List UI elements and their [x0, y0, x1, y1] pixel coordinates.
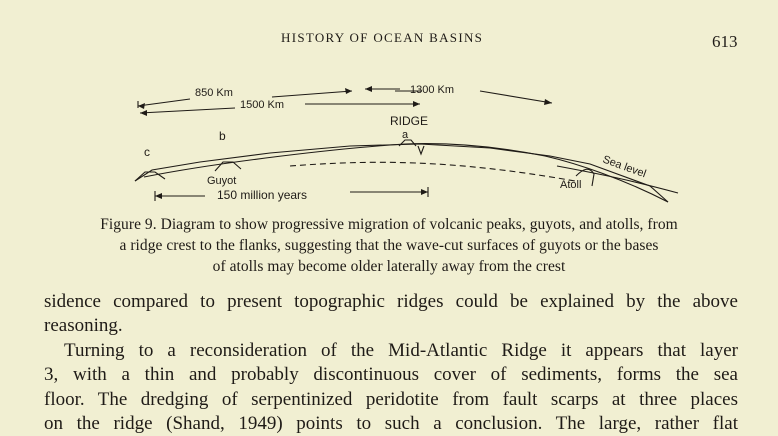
label-850-km: 850 Km [195, 87, 233, 99]
label-point-a: a [402, 129, 409, 141]
arrowhead-age-left [155, 193, 162, 199]
figure-caption [60, 214, 718, 277]
body-line: Turning to a reconsideration of the Mid-Atlantic Ridge it appears that layer [64, 339, 738, 361]
dashed-wave-cut-line [290, 162, 575, 181]
label-sea-level: Sea level [600, 153, 648, 181]
arrowhead-1300-right [544, 99, 552, 105]
arrowhead-1500-right [413, 101, 420, 107]
body-line: on the ridge (Shand, 1949) points to such a conclusion. The large, rather flat [44, 413, 738, 435]
distance-arrow-1300 [365, 89, 552, 103]
body-line: sidence compared to present topographic ridges could be explained by the above [44, 291, 738, 312]
body-line: floor. The dredging of serpentinized peridotite from fault scarps at three places [44, 388, 738, 410]
arrowhead-1500-left [140, 110, 147, 116]
label-age: 150 million years [217, 188, 308, 202]
body-line: 3, with a thin and probably discontinuous cover of sediments, forms the sea [44, 364, 738, 386]
label-point-c: c [144, 145, 150, 159]
label-1500-km: 1500 Km [240, 99, 285, 111]
caption-line: Figure 9. Diagram to show progressive migration of volcanic peaks, guyots, and atolls, from [100, 216, 678, 233]
body-text [44, 290, 738, 436]
label-guyot: Guyot [207, 175, 237, 187]
running-title: HISTORY OF OCEAN BASINS [281, 30, 484, 45]
page-number: 613 [712, 32, 738, 51]
arrowhead-1300-left [365, 86, 372, 92]
body-line: reasoning. [44, 315, 123, 337]
caption-line: of atolls may become older laterally away from the crest [212, 258, 566, 275]
label-ridge: RIDGE [390, 114, 429, 128]
label-1300-km: 1300 Km [410, 84, 455, 96]
label-atoll: Atoll [560, 179, 582, 191]
arrowhead-age-right [421, 189, 428, 195]
label-point-b: b [219, 129, 226, 143]
fault-notch [418, 146, 424, 154]
arrowhead-850-right [345, 88, 352, 94]
arrowhead-850-left [138, 103, 145, 109]
ridge-profile-line [135, 144, 668, 202]
caption-line: a ridge crest to the flanks, suggesting that the wave-cut surfaces of guyots or the bases [119, 237, 659, 254]
ridge-migration-figure [120, 76, 700, 206]
